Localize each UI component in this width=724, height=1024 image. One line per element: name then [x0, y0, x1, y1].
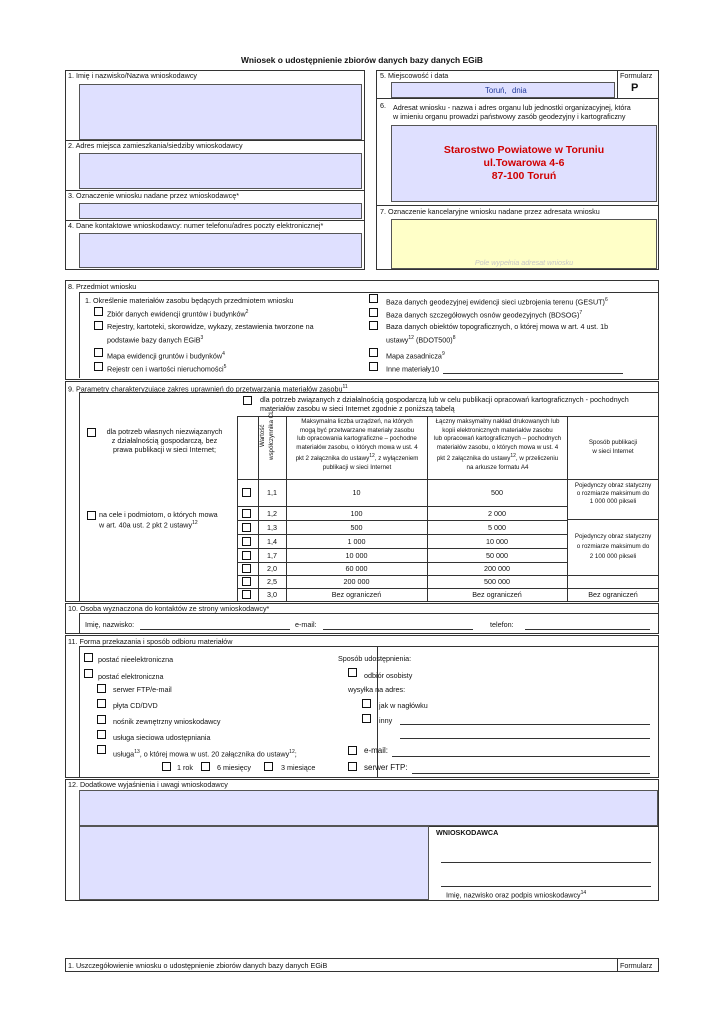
contact-email-label: e-mail:: [295, 620, 317, 629]
devices-value: 500: [350, 523, 363, 532]
own-needs-line2: z działalnością gospodarczą, bez: [111, 436, 218, 445]
bdot500-label-line2: ustawy$^{12}$ (BDOT500)$^8$: [386, 335, 456, 345]
own-needs-line3: prawa publikacji w sieci Internet;: [112, 445, 217, 454]
copies-value: 500: [491, 488, 503, 497]
form-code: P: [631, 82, 639, 94]
period-3-months-checkbox[interactable]: [264, 762, 273, 771]
devices-header-l4: materiałów zasobu, o których mowa w ust. 4: [296, 443, 418, 451]
section-11-label: 11. Forma przekazania i sposób odbioru materiałów: [68, 637, 233, 646]
devices-value: 60 000: [345, 564, 368, 573]
cl-value: 3,0: [267, 590, 277, 599]
cl-value: 1,1: [267, 488, 277, 497]
price-register-label: Rejestr cen i wartości nieruchomości$^5$: [107, 364, 227, 374]
other-address-label: inny: [379, 716, 393, 725]
cl-row-checkbox[interactable]: [242, 488, 251, 497]
web-service-label: usługa sieciowa udostępniania: [113, 733, 211, 742]
devices-value: Bez ograniczeń: [331, 590, 382, 599]
cl-value: 2,0: [267, 564, 277, 573]
other-materials-label: Inne materiały10: [386, 364, 440, 374]
electronic-form-checkbox[interactable]: [84, 669, 93, 678]
base-map-checkbox[interactable]: [369, 348, 378, 357]
commercial-use-checkbox[interactable]: [243, 396, 252, 405]
bdsog-label: Baza danych szczegółowych osnów geodezyjnych (BDSOG)$^7$: [386, 310, 583, 320]
as-header-label: jak w nagłówku: [379, 701, 428, 710]
publication-tier2-l3: 2 100 000 pikseli: [589, 553, 637, 560]
remarks-field[interactable]: [79, 790, 658, 826]
paper-form-checkbox[interactable]: [84, 653, 93, 662]
applicant-name-field[interactable]: [79, 84, 362, 140]
devices-header-l5: pkt 2 załącznika do ustawy$^{12}$, z wyłączeniem: [295, 453, 419, 463]
public-purpose-checkbox[interactable]: [87, 511, 96, 520]
section-7-label: 7. Oznaczenie kancelaryjne wniosku nadane przez adresata wniosku: [380, 207, 600, 216]
publication-tier1-l1: Pojedynczy obraz statyczny: [574, 482, 652, 489]
egib-dataset-checkbox[interactable]: [94, 307, 103, 316]
section-6-number: 6.: [380, 101, 386, 110]
copies-header-l4: materiałów zasobu, o których mowa w ust. 4: [436, 443, 559, 451]
service-label: usługa$^{13}$, o której mowa w ust. 20 załącznika do ustawy$^{12}$;: [113, 749, 297, 759]
addressee-line3: 87-100 Toruń: [491, 170, 557, 182]
devices-value: 100: [350, 509, 363, 518]
page-title: Wniosek o udostępnienie zbiorów danych bazy danych EGiB: [241, 55, 483, 65]
commercial-use-line2: materiałów zasobu w sieci Internet zgodnie z poniższą tabelą: [260, 404, 455, 413]
delivery-email-checkbox[interactable]: [348, 746, 357, 755]
devices-header: [288, 418, 426, 472]
bdot500-label-line1: Baza danych obiektów topograficznych, o której mowa w art. 4 ust. 1b: [386, 322, 609, 331]
publication-tier2-l1: Pojedynczy obraz statyczny: [574, 533, 652, 540]
other-materials-checkbox[interactable]: [369, 362, 378, 371]
section-8-label: 8. Przedmiot wniosku: [68, 282, 137, 291]
cl-row-checkbox[interactable]: [242, 551, 251, 560]
cl-value: 1,7: [267, 551, 277, 560]
addressee-line2: ul.Towarowa 4-6: [483, 157, 565, 169]
service-checkbox[interactable]: [97, 745, 106, 754]
registry-mark-hint: Pole wypełnia adresat wniosku: [474, 258, 574, 267]
other-address-line2[interactable]: [400, 738, 650, 739]
copies-value: 50 000: [486, 551, 508, 560]
place-value: Toruń,: [485, 86, 507, 95]
copies-value: 200 000: [484, 564, 510, 573]
electronic-form-label: postać elektroniczna: [98, 672, 164, 681]
devices-header-l2: mogą być przetwarzane materiały zasobu: [299, 426, 415, 434]
delivery-email-label: e-mail:: [364, 746, 389, 755]
price-register-checkbox[interactable]: [94, 362, 103, 371]
copies-header-l6: na arkusze formatu A4: [466, 463, 529, 471]
cl-value: 1,4: [267, 537, 277, 546]
own-needs-line1: dla potrzeb własnych niezwiązanych: [106, 427, 223, 436]
devices-header-l1: Maksymalna liczba urządzeń, na których: [301, 418, 413, 425]
paper-form-label: postać nieelektroniczna: [98, 655, 174, 664]
contact-name-line[interactable]: [140, 629, 290, 630]
cl-row-checkbox[interactable]: [242, 509, 251, 518]
public-purpose-line2: w art. 40a ust. 2 pkt 2 ustawy$^{12}$: [99, 520, 198, 530]
section-2-label: 2. Adres miejsca zamieszkania/siedziby wnioskodawcy: [68, 141, 243, 150]
external-media-label: nośnik zewnętrzny wnioskodawcy: [113, 717, 221, 726]
gesut-checkbox[interactable]: [369, 294, 378, 303]
bdsog-checkbox[interactable]: [369, 308, 378, 317]
period-1-year-checkbox[interactable]: [162, 762, 171, 771]
footer-label: 1. Uszczegółowienie wniosku o udostępnienie zbiorów danych bazy danych EGiB: [68, 961, 328, 970]
delivery-ftp-label: serwer FTP:: [364, 763, 408, 772]
delivery-ftp-line[interactable]: [412, 773, 650, 774]
web-service-checkbox[interactable]: [97, 730, 106, 739]
devices-header-l3: lub opracowania kartograficzne – pochodne: [297, 435, 417, 442]
section-6-line2: w imieniu organu prowadzi państwowy zasób geodezyjny i kartograficzny: [393, 112, 626, 121]
date-label: dnia: [512, 86, 527, 95]
registers-label-line2: podstawie bazy danych EGiB$^3$: [107, 335, 204, 345]
cd-dvd-label: płyta CD/DVD: [113, 701, 158, 710]
copies-value: 2 000: [488, 509, 506, 518]
cl-header-line2: współczynnika CL: [268, 410, 275, 460]
cl-header-line1: Wartość: [259, 424, 266, 447]
cl-row-checkbox[interactable]: [242, 564, 251, 573]
form-label: Formularz: [620, 71, 653, 80]
period-6-months-checkbox[interactable]: [201, 762, 210, 771]
egib-dataset-label: Zbiór danych ewidencji gruntów i budynków$^2$: [107, 309, 249, 319]
other-address-checkbox[interactable]: [362, 714, 371, 723]
copies-header-l1: Łączny maksymalny nakład drukowanych lub: [435, 418, 560, 425]
cl-value: 1,2: [267, 509, 277, 518]
ftp-email-checkbox[interactable]: [97, 684, 106, 693]
copies-header-l3: lub opracowań kartograficznych – pochodnych: [433, 435, 562, 442]
publication-header-l2: w sieci Internet: [592, 448, 634, 455]
section-12-label: 12. Dodatkowe wyjaśnienia i uwagi wnioskodawcy: [68, 780, 228, 789]
period-3-months-label: 3 miesiące: [281, 763, 316, 772]
applicant-address-field[interactable]: [79, 153, 362, 189]
copies-value: 5 000: [488, 523, 506, 532]
cl-value: 1,3: [267, 523, 277, 532]
external-media-checkbox[interactable]: [97, 715, 106, 724]
copies-header-l2: kopii elektronicznych materiałów zasobu: [442, 426, 553, 434]
personal-pickup-checkbox[interactable]: [348, 668, 357, 677]
contact-phone-label: telefon:: [490, 620, 514, 629]
publication-tier2-l2: o rozmiarze maksimum do: [576, 543, 650, 550]
postal-label: wysyłka na adres:: [348, 685, 406, 694]
applicant-reference-field[interactable]: [79, 203, 362, 219]
section-5-label: 5. Miejscowość i data: [380, 71, 449, 80]
copies-value: 500 000: [484, 577, 510, 586]
cl-row-checkbox[interactable]: [242, 590, 251, 599]
section-3-label: 3. Oznaczenie wniosku nadane przez wnioskodawcę*: [68, 191, 240, 200]
cd-dvd-checkbox[interactable]: [97, 699, 106, 708]
materials-heading: 1. Określenie materiałów zasobu będących przedmiotem wniosku: [85, 296, 294, 305]
section-1-label: 1. Imię i nazwisko/Nazwa wnioskodawcy: [68, 71, 198, 80]
devices-value: 200 000: [343, 577, 370, 586]
section-4-label: 4. Dane kontaktowe wnioskodawcy: numer telefonu/adres poczty elektronicznej*: [68, 221, 324, 230]
section-6-line1: Adresat wniosku - nazwa i adres organu lub jednostki organizacyjnej, która: [393, 103, 631, 112]
devices-value: 10 000: [345, 551, 368, 560]
contact-name-label: Imię, nazwisko:: [85, 620, 135, 629]
registers-checkbox[interactable]: [94, 321, 103, 330]
signature-caption: Imię, nazwisko oraz podpis wnioskodawcy$^{14}$: [446, 890, 587, 900]
bdot500-checkbox[interactable]: [369, 321, 378, 330]
remarks-left-area[interactable]: [79, 826, 429, 900]
devices-header-l6: publikacji w sieci Internet: [322, 463, 392, 471]
signature-line2[interactable]: [441, 886, 651, 887]
addressee-line1: Starostwo Powiatowe w Toruniu: [443, 144, 605, 156]
cl-row-checkbox[interactable]: [242, 537, 251, 546]
delivery-method-label: Sposób udostępnienia:: [338, 654, 412, 663]
period-6-months-label: 6 miesięcy: [217, 763, 251, 772]
devices-value: 10: [352, 488, 361, 497]
section-10-label: 10. Osoba wyznaczona do kontaktów ze strony wnioskodawcy*: [68, 604, 270, 613]
contact-email-line[interactable]: [323, 629, 473, 630]
publication-header-l1: Sposób publikacji: [588, 439, 638, 446]
public-purpose-line1: na cele i podmiotom, o których mowa: [99, 510, 218, 519]
other-materials-line[interactable]: [443, 373, 623, 374]
egib-map-checkbox[interactable]: [94, 348, 103, 357]
copies-value: 10 000: [486, 537, 508, 546]
gesut-label: Baza danych geodezyjnej ewidencji sieci uzbrojenia terenu (GESUT)$^6$: [386, 297, 608, 307]
publication-tier3: Bez ograniczeń: [588, 590, 638, 599]
other-address-line1[interactable]: [400, 724, 650, 725]
cl-row-checkbox[interactable]: [242, 523, 251, 532]
devices-value: 1 000: [347, 537, 366, 546]
personal-pickup-label: odbiór osobisty: [364, 671, 413, 680]
footer-form-label: Formularz: [620, 961, 653, 970]
applicant-signature-heading: WNIOSKODAWCA: [436, 828, 499, 837]
registers-label-line1: Rejestry, kartoteki, skorowidze, wykazy, zestawienia tworzone na: [107, 322, 314, 331]
copies-header-l5: pkt 2 załącznika do ustawy$^{12}$, w przeliczeniu: [436, 453, 559, 463]
signature-line1[interactable]: [441, 862, 651, 863]
contact-phone-line[interactable]: [525, 629, 650, 630]
ftp-email-label: serwer FTP/e-mail: [113, 685, 172, 694]
publication-tier1-l3: 1 000 000 pikseli: [589, 498, 637, 505]
egib-map-label: Mapa ewidencji gruntów i budynków$^4$: [107, 351, 225, 361]
delivery-email-line[interactable]: [392, 756, 650, 757]
delivery-ftp-checkbox[interactable]: [348, 762, 357, 771]
as-header-checkbox[interactable]: [362, 699, 371, 708]
commercial-use-line1: dla potrzeb związanych z działalnością gospodarczą lub w celu publikacji opracowań kartograficznych - pochodnych: [260, 395, 629, 404]
copies-header: [429, 418, 566, 472]
publication-tier1-l2: o rozmiarze maksimum do: [576, 490, 650, 497]
base-map-label: Mapa zasadnicza$^9$: [386, 351, 445, 361]
period-1-year-label: 1 rok: [177, 763, 193, 772]
copies-value: Bez ograniczeń: [472, 590, 522, 599]
cl-row-checkbox[interactable]: [242, 577, 251, 586]
section-9-label: 9. Parametry charakteryzujące zakres uprawnień do przetwarzania materiałów zasobu$^{11}$: [68, 384, 348, 394]
applicant-contact-field[interactable]: [79, 233, 362, 268]
cl-value: 2,5: [267, 577, 277, 586]
